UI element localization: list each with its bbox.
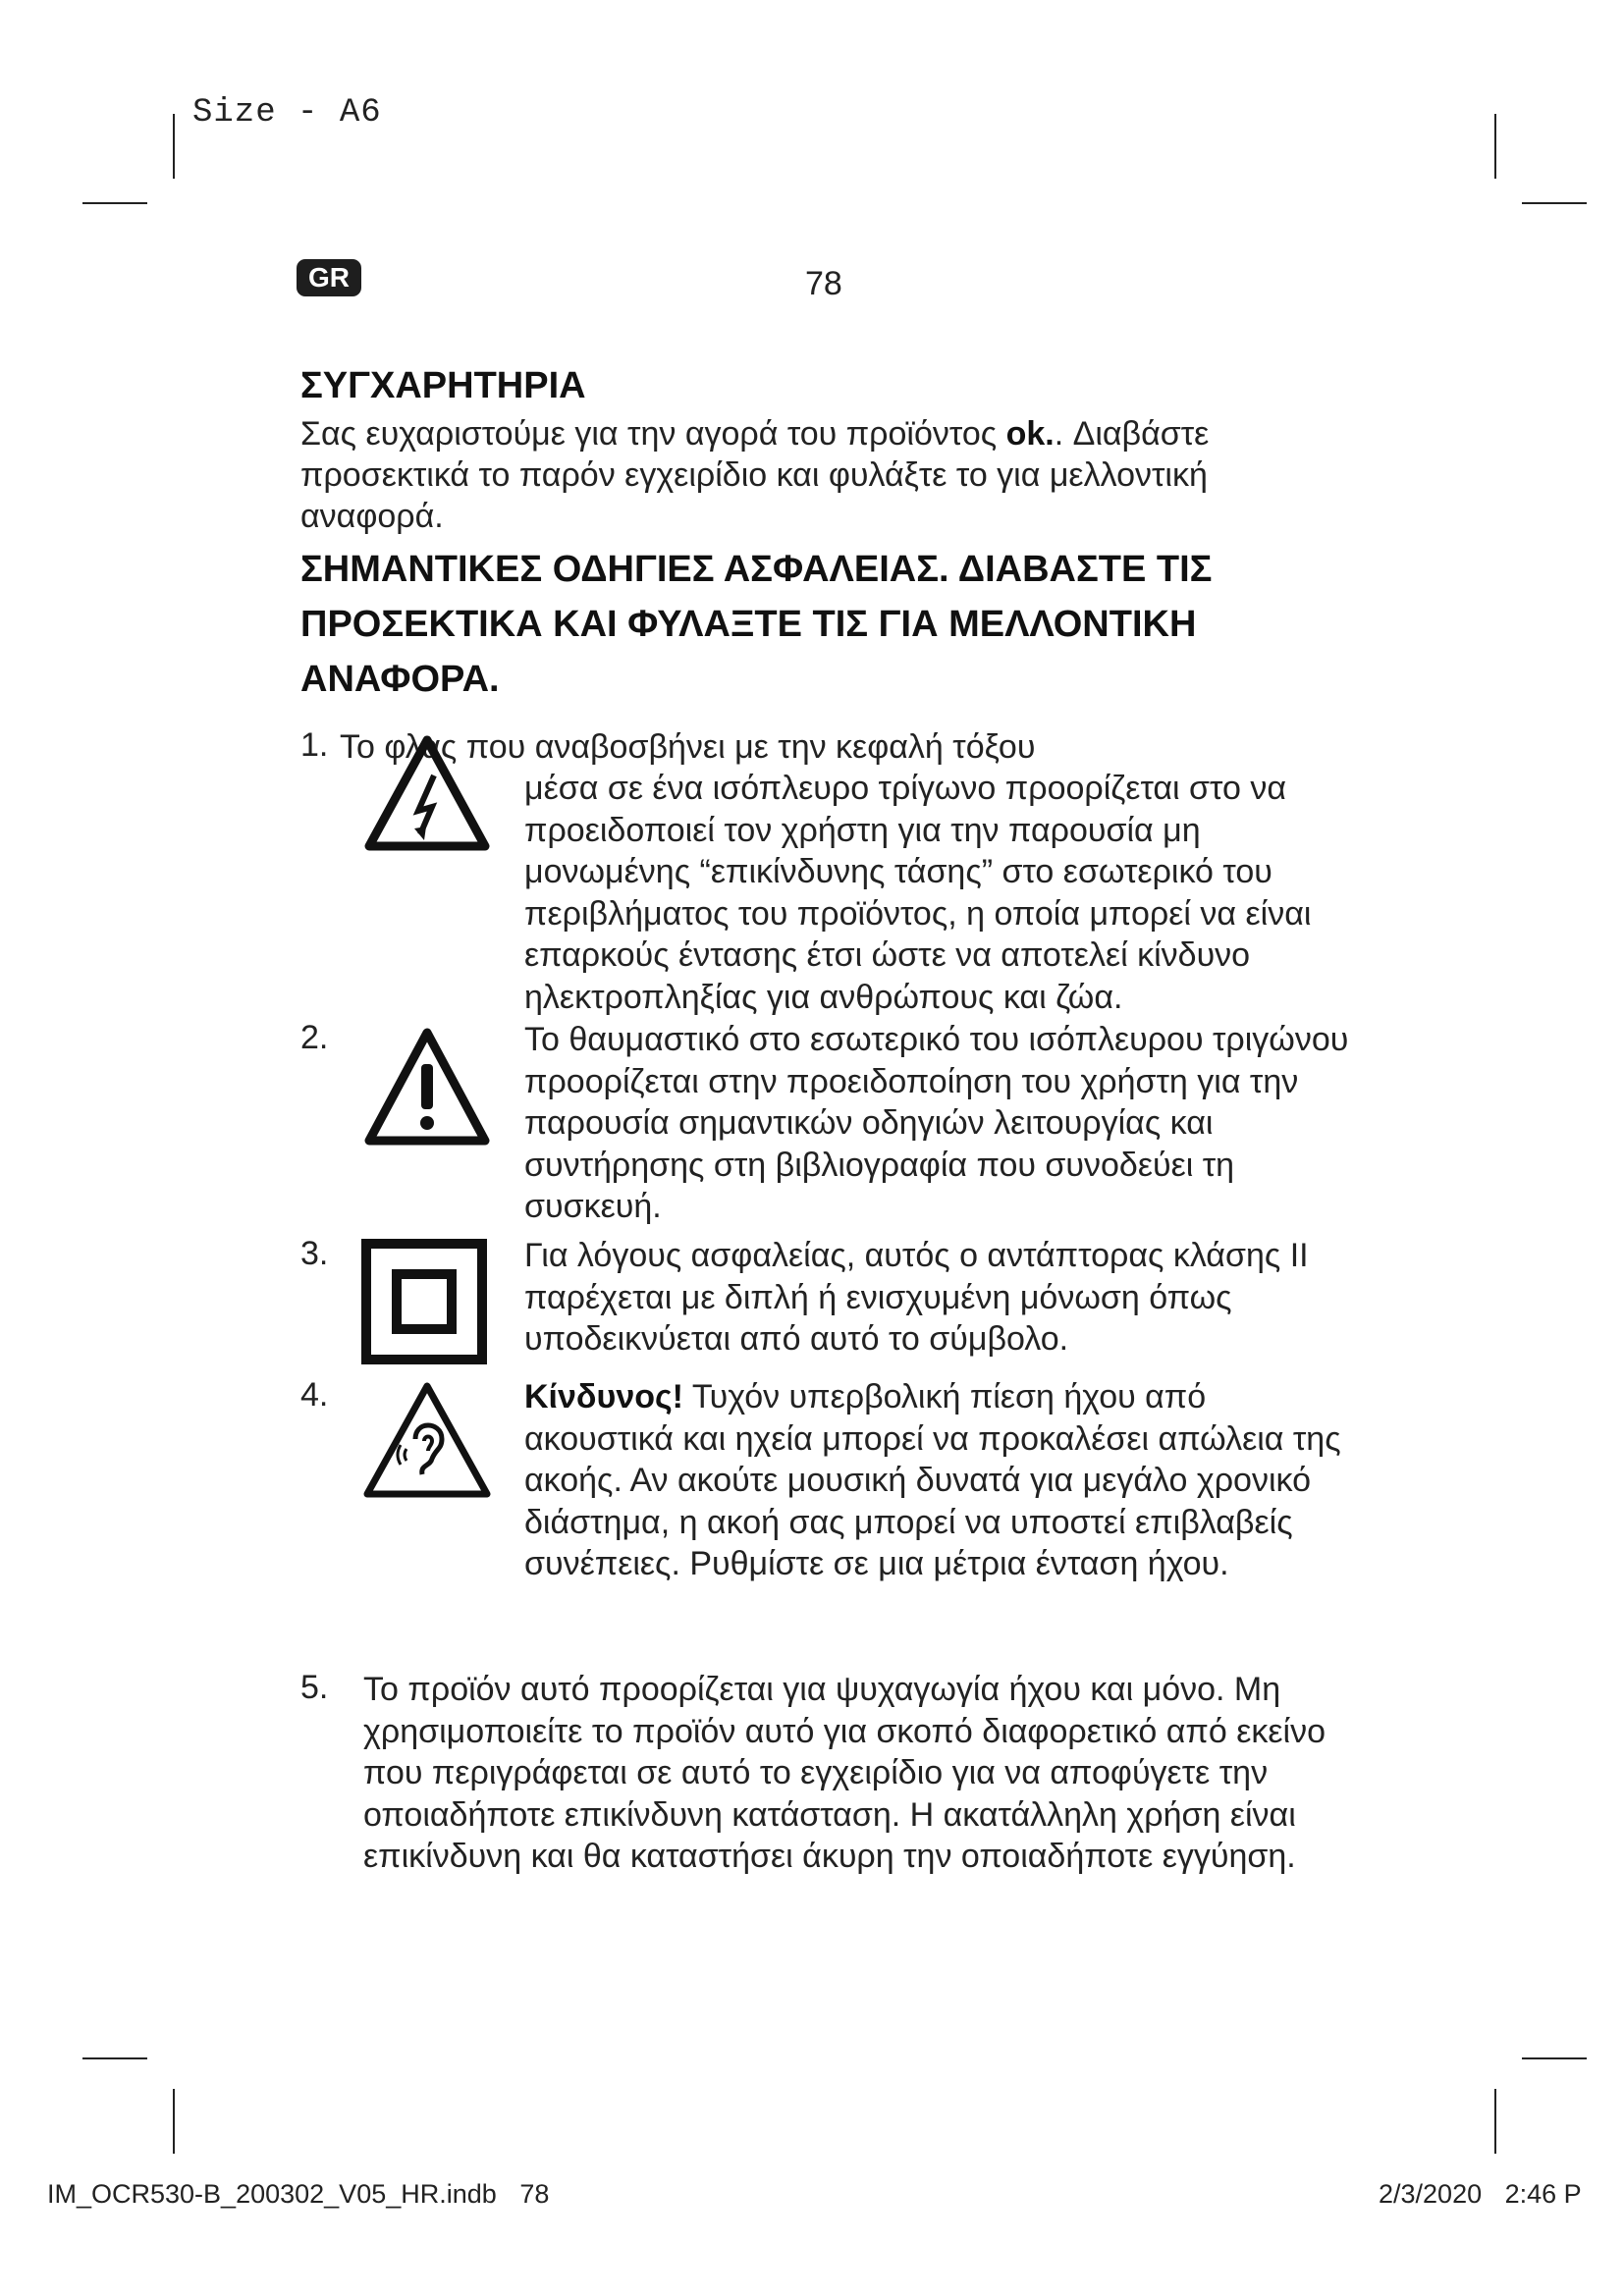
footer-file (47, 2179, 549, 2210)
footer-time: 2:46 P (1504, 2179, 1582, 2209)
crop-mark-bottom-right-vertical (1494, 2089, 1496, 2154)
intro-text (300, 413, 1322, 537)
danger-label: Κίνδυνος! (524, 1378, 683, 1415)
item-number: 4. (300, 1376, 329, 1414)
item-number: 1. (300, 726, 329, 764)
page-number: 78 (805, 265, 842, 302)
crop-mark-top-right-horizontal (1522, 202, 1587, 204)
item-text: Το θαυμαστικό στο εσωτερικό του ισόπλευρου τριγώνου προορίζεται στην προειδοποίηση του χρήστη για την παρουσία σημαντικών οδηγιών λειτουργίας και συντήρησης στη βιβλιογραφία που συνοδεύει τη συσκευή. (524, 1021, 1349, 1225)
item-lead-text: Το φλας που αναβοσβήνει με την κεφαλή τόξου (340, 728, 1036, 766)
item-text: Για λόγους ασφαλείας, αυτός ο αντάπτορας κλάσης II παρέχεται με διπλή ή ενισχυμένη μόνωση όπως υποδεικνύεται από αυτό το σύμβολο. (524, 1237, 1309, 1358)
item-text (524, 1376, 1349, 1585)
safety-title: ΣΗΜΑΝΤΙΚΕΣ ΟΔΗΓΙΕΣ ΑΣΦΑΛΕΙΑΣ. ΔΙΑΒΑΣΤΕ ΤΙΣ ΠΡΟΣΕΚΤΙΚΑ ΚΑΙ ΦΥΛΑΞΤΕ ΤΙΣ ΓΙΑ ΜΕΛΛΟΝΤΙΚΗ ΑΝΑΦΟΡΑ. (300, 549, 1213, 700)
intro-title: ΣΥΓΧΑΡΗΤΗΡΙΑ (300, 365, 586, 406)
item-text: Το προϊόν αυτό προορίζεται για ψυχαγωγία ήχου και μόνο. Μη χρησιμοποιείτε το προϊόν αυτό για σκοπό διαφορετικό από εκείνο που περιγράφεται σε αυτό το εγχειρίδιο για να αποφύγετε την οποιαδήποτε επικίνδυνη κατάσταση. Η ακατάλληλη χρήση είναι επικίνδυνη και θα καταστήσει άκυρη την οποιαδήποτε εγγύηση. (363, 1671, 1326, 1875)
size-label: Size - A6 (192, 94, 382, 132)
item-number: 3. (300, 1235, 329, 1272)
double-insulation-icon (361, 1239, 487, 1364)
crop-mark-top-right-vertical (1494, 114, 1496, 179)
footer-filename: IM_OCR530-B_200302_V05_HR.indb (47, 2179, 497, 2209)
hearing-damage-warning-icon (361, 1380, 493, 1500)
item-number: 5. (300, 1669, 329, 1706)
footer-timestamp (1379, 2179, 1582, 2210)
electric-shock-warning-icon (363, 734, 491, 852)
intro-text-after: . Διαβάστε προσεκτικά το παρόν εγχειρίδιο και φυλάξτε το για μελλοντική αναφορά. (300, 415, 1210, 535)
intro-text-before: Σας ευχαριστούμε για την αγορά του προϊόντος (300, 415, 1006, 453)
crop-mark-top-left-vertical (173, 114, 175, 179)
intro-section (300, 365, 1322, 537)
language-badge: GR (297, 259, 361, 296)
crop-mark-bottom-left-horizontal (82, 2057, 147, 2059)
item-text-body: Τυχόν υπερβολική πίεση ήχου από ακουστικά και ηχεία μπορεί να προκαλέσει απώλεια της ακοής. Αν ακούτε μουσική δυνατά για μεγάλο χρονικό διάστημα, η ακοή σας μπορεί να υποστεί επιβλαβείς συνέπειες. Ρυθμίστε σε μια μέτρια ένταση ήχου. (524, 1378, 1341, 1582)
item-text: μέσα σε ένα ισόπλευρο τρίγωνο προορίζεται στο να προειδοποιεί τον χρήστη για την παρουσία μη μονωμένης “επικίνδυνης τάσης” στο εσωτερικό του περιβλήματος του προϊόντος, η οποία μπορεί να είναι επαρκούς έντασης έτσι ώστε να αποτελεί κίνδυνο ηλεκτροπληξίας για ανθρώπους και ζώα. (524, 770, 1312, 1016)
exclamation-warning-icon (363, 1027, 491, 1147)
crop-mark-bottom-left-vertical (173, 2089, 175, 2154)
crop-mark-bottom-right-horizontal (1522, 2057, 1587, 2059)
footer-date: 2/3/2020 (1379, 2179, 1483, 2209)
crop-mark-top-left-horizontal (82, 202, 147, 204)
brand-name: ok. (1005, 415, 1055, 453)
footer-page: 78 (519, 2179, 550, 2209)
item-number: 2. (300, 1019, 329, 1056)
